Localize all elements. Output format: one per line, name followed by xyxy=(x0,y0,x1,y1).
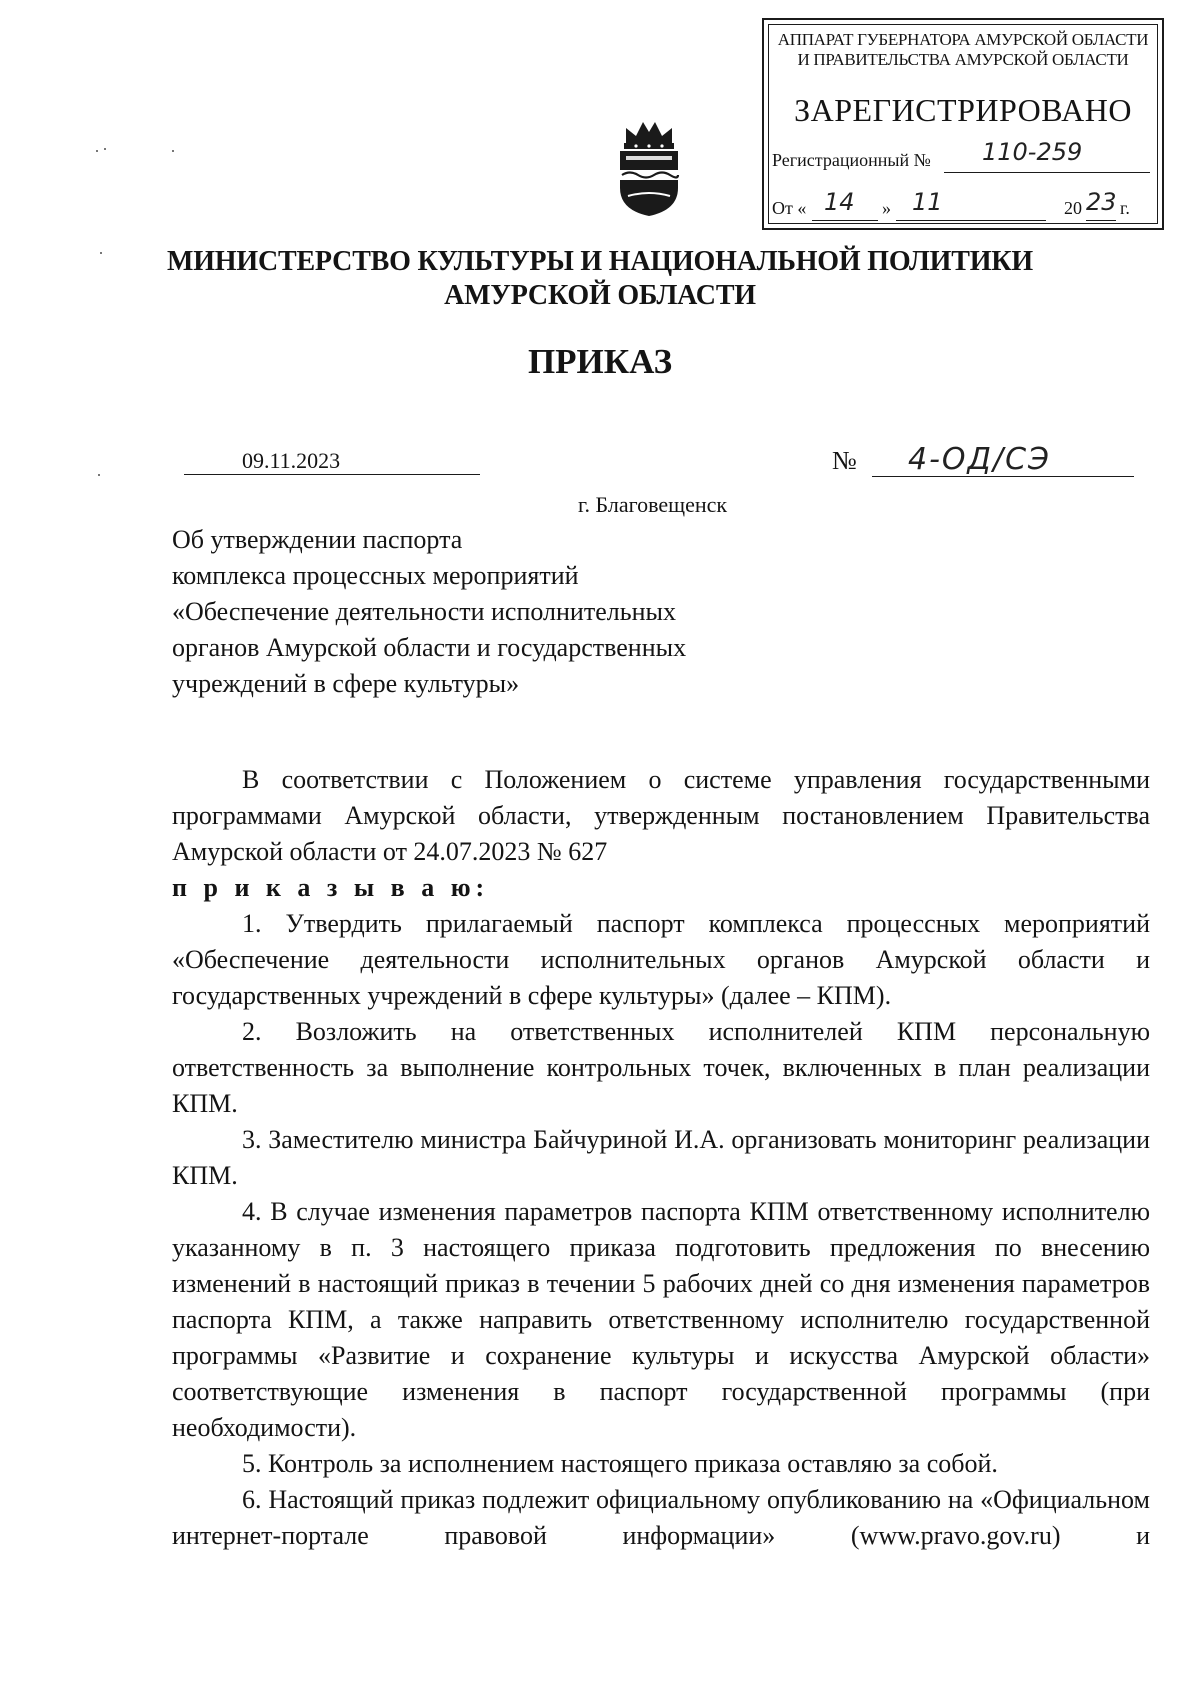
stamp-month-underline xyxy=(896,220,1046,221)
order-item-4: 4. В случае изменения параметров паспорта КПМ ответственному исполнителю указанному в п. 3 настоящего приказа подготовить предложения по внесению изменений в настоящий приказ в течении 5 рабочих дней со дня изменения параметров паспорта КПМ, а также направить ответственному исполнителю государственной программы «Развитие и сохранение культуры и искусства Амурской области» соответствующие изменения в паспорт государственной программы (при необходимости). xyxy=(172,1197,1150,1442)
preamble-paragraph: В соответствии с Положением о системе управления государственными программами Амурской области, утвержденным постановлением Правительства Амурской области от 24.07.2023 № 627 xyxy=(172,765,1150,866)
subject-line: учреждений в сфере культуры» xyxy=(172,669,520,698)
order-item-1: 1. Утвердить прилагаемый паспорт комплекса процессных мероприятий «Обеспечение деятельности исполнительных органов Амурской области и государственных учреждений в сфере культуры» (далее – КПМ). xyxy=(172,909,1150,1010)
ministry-name-line1: МИНИСТЕРСТВО КУЛЬТУРЫ И НАЦИОНАЛЬНОЙ ПОЛИТИКИ xyxy=(166,246,1033,277)
scan-speck xyxy=(96,150,98,152)
stamp-reg-number: 110-259 xyxy=(982,138,1083,166)
order-directive-word: п р и к а з ы в а ю: xyxy=(172,873,490,902)
stamp-year-suffix: 23 xyxy=(1086,188,1117,216)
order-body xyxy=(172,762,1150,1554)
stamp-org-line1: АППАРАТ ГУБЕРНАТОРА АМУРСКОЙ ОБЛАСТИ xyxy=(777,30,1149,49)
subject-line: органов Амурской области и государственных xyxy=(172,633,687,662)
ministry-name-line2: АМУРСКОЙ ОБЛАСТИ xyxy=(444,280,756,311)
scan-speck xyxy=(172,150,174,152)
order-date: 09.11.2023 xyxy=(184,448,480,475)
stamp-reg-label: Регистрационный № xyxy=(772,150,931,170)
order-number: 4-ОД/СЭ xyxy=(908,442,1051,477)
stamp-org-line2: И ПРАВИТЕЛЬСТВА АМУРСКОЙ ОБЛАСТИ xyxy=(797,50,1129,69)
stamp-day-underline xyxy=(812,220,878,221)
amur-oblast-coat-of-arms-icon xyxy=(616,118,682,218)
order-item-3: 3. Заместителю министра Байчуриной И.А. организовать мониторинг реализации КПМ. xyxy=(172,1125,1150,1190)
order-item-2: 2. Возложить на ответственных исполнителей КПМ персональную ответственность за выполнение контрольных точек, включенных в план реализации КПМ. xyxy=(172,1017,1150,1118)
stamp-date-day: 14 xyxy=(824,188,855,216)
order-city: г. Благовещенск xyxy=(578,492,728,517)
stamp-date-month: 11 xyxy=(912,188,943,216)
document-type-title: ПРИКАЗ xyxy=(527,342,673,381)
order-item-5: 5. Контроль за исполнением настоящего приказа оставляю за собой. xyxy=(242,1449,998,1478)
stamp-year-underline xyxy=(1086,220,1116,221)
order-item-6: 6. Настоящий приказ подлежит официальному опубликованию на «Официальном интернет-портале правовой информации» (www.pravo.gov.ru) и xyxy=(172,1485,1150,1550)
subject-line: комплекса процессных мероприятий xyxy=(172,561,579,590)
subject-line: Об утверждении паспорта xyxy=(172,525,463,554)
stamp-date-mid: » xyxy=(882,198,891,218)
stamp-year-unit: г. xyxy=(1120,198,1130,218)
scan-speck xyxy=(98,474,100,476)
stamp-date-prefix: От « xyxy=(772,198,807,218)
stamp-reg-underline xyxy=(944,172,1150,173)
stamp-title: ЗАРЕГИСТРИРОВАНО xyxy=(794,92,1132,128)
order-number-label: № xyxy=(832,446,857,475)
registration-stamp xyxy=(762,18,1164,230)
order-subject xyxy=(172,522,686,702)
stamp-year-prefix: 20 xyxy=(1064,198,1082,218)
scan-speck xyxy=(104,148,106,150)
scan-speck xyxy=(100,252,102,254)
subject-line: «Обеспечение деятельности исполнительных xyxy=(172,597,676,626)
